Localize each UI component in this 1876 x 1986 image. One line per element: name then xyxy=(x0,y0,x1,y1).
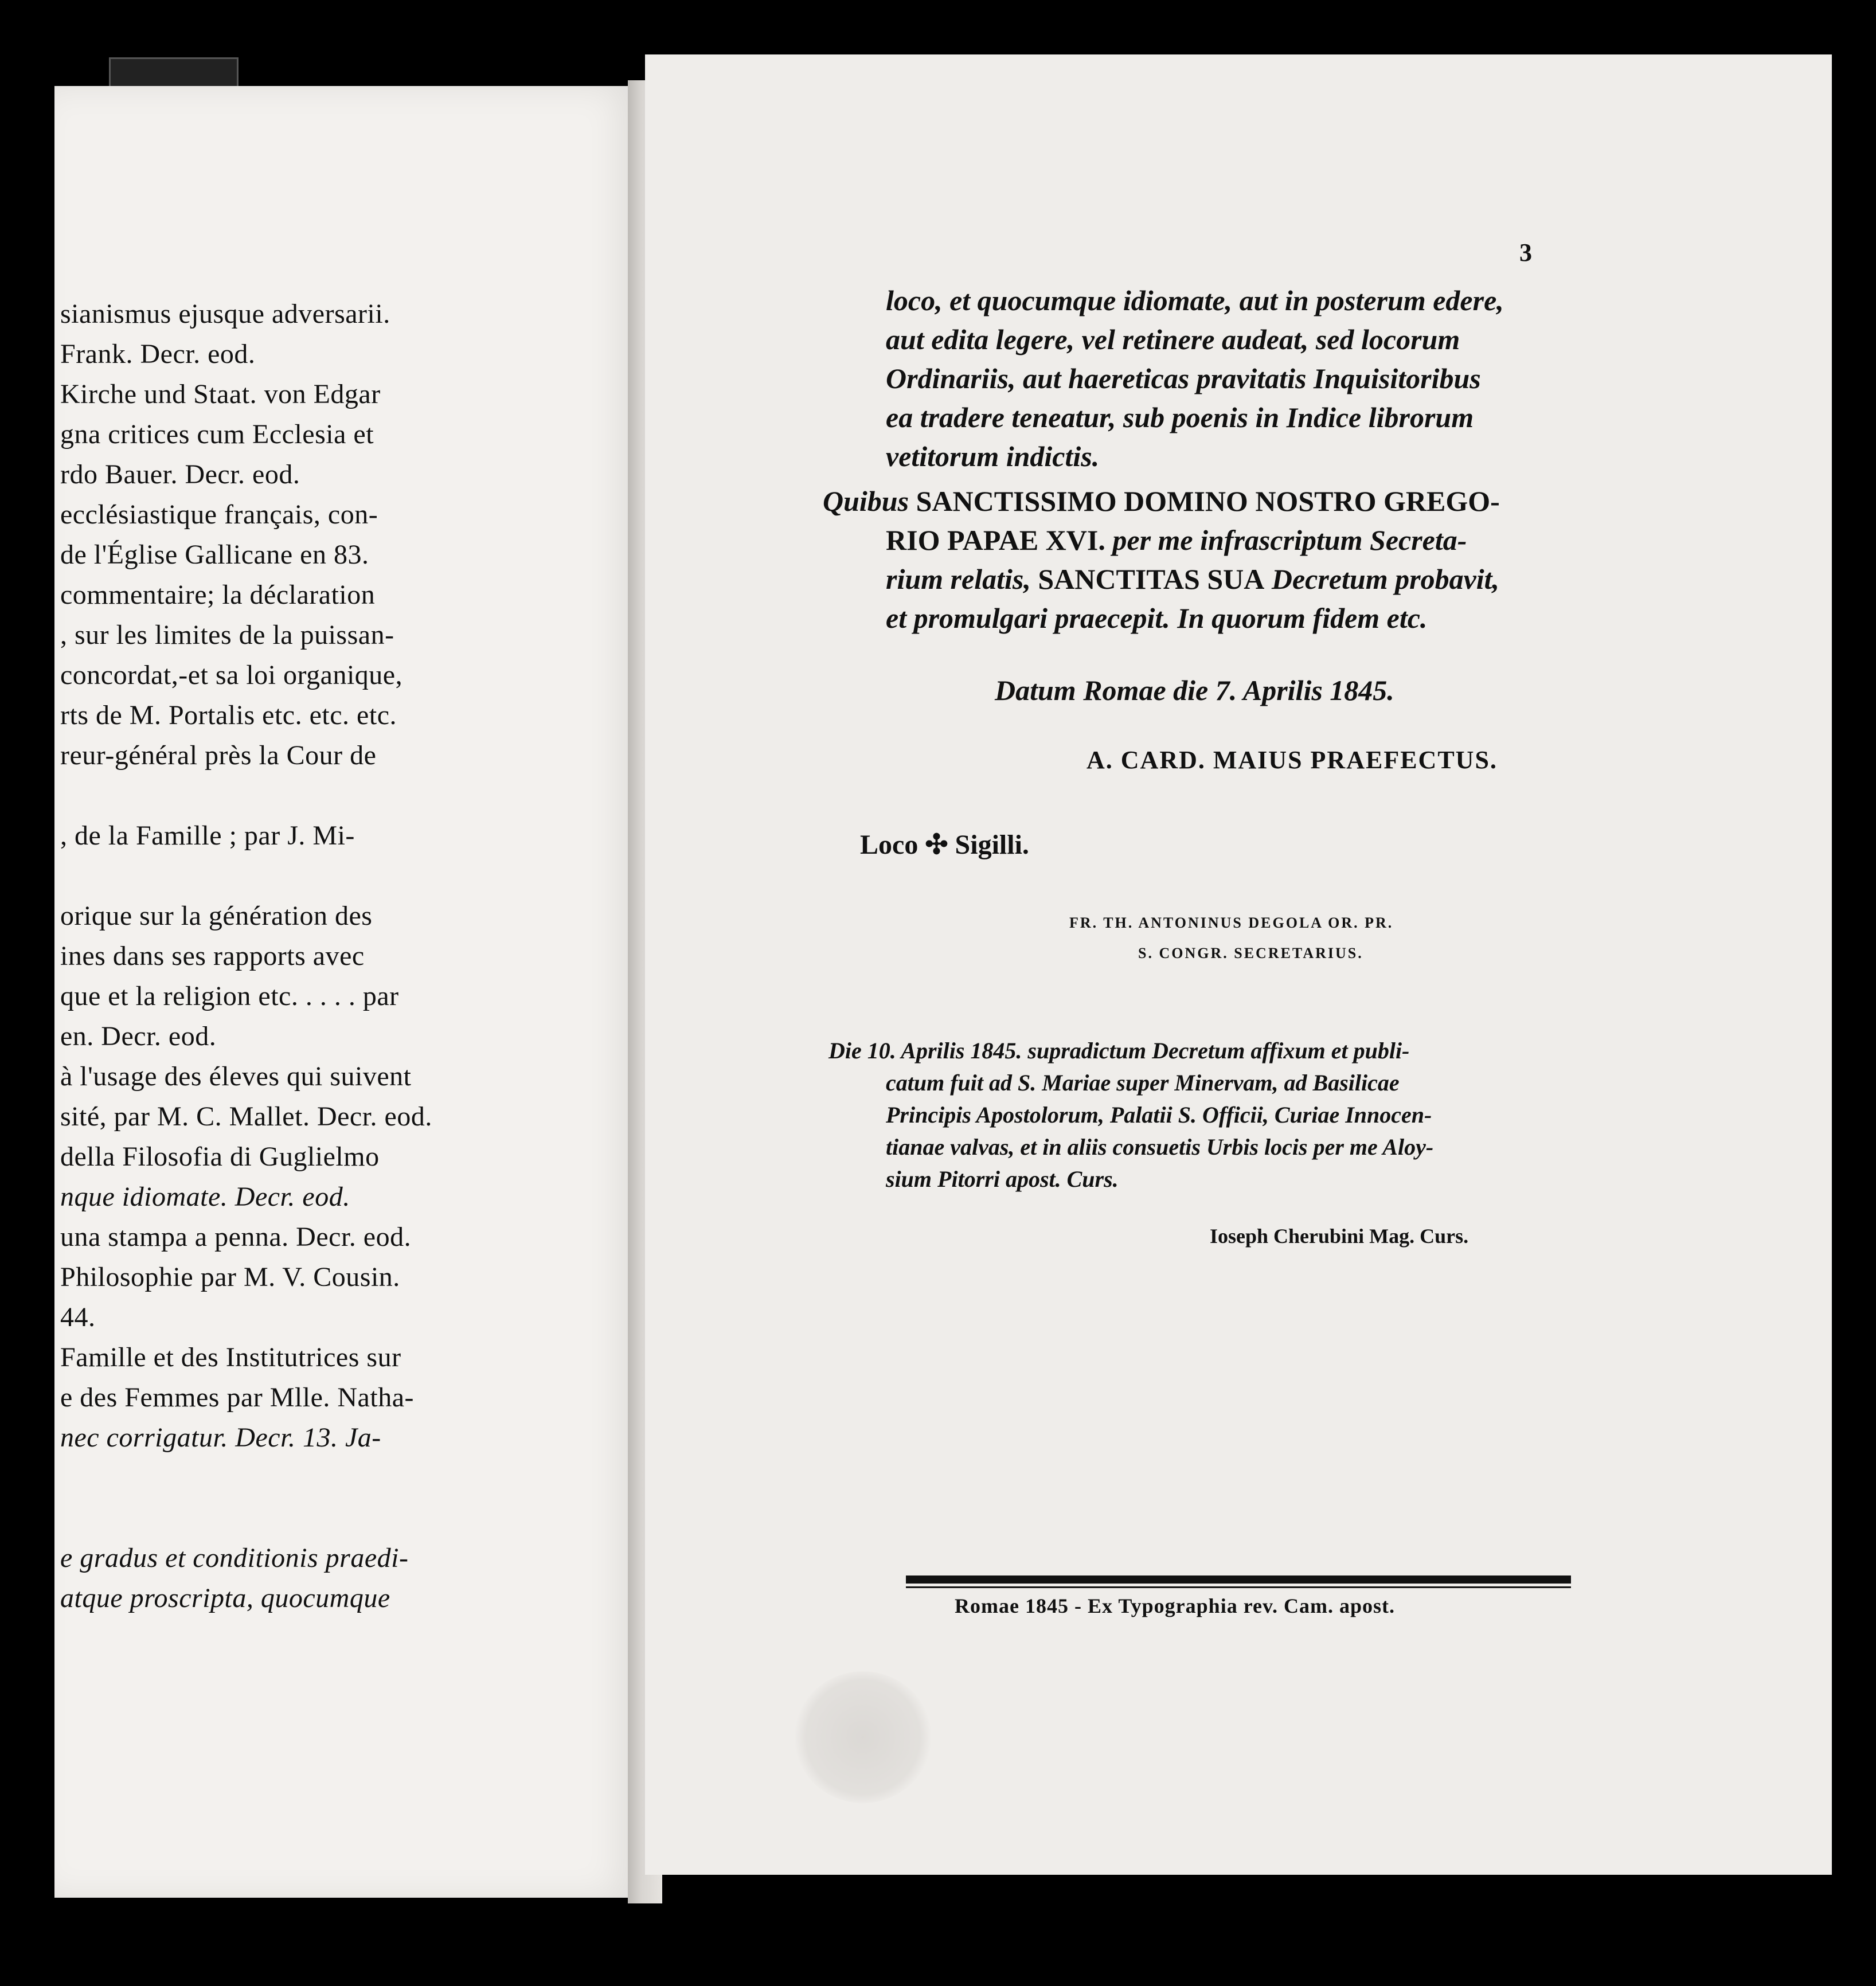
note-line: Principis Apostolorum, Palatii S. Officii, Curiae Innocen- xyxy=(886,1102,1432,1128)
left-page-line: que et la religion etc. . . . . par xyxy=(60,981,399,1011)
paragraph-2-line xyxy=(823,482,1500,521)
left-page-line: nec corrigatur. Decr. 13. Ja- xyxy=(60,1422,381,1453)
paragraph-1-line: loco, et quocumque idiomate, aut in posterum edere, xyxy=(886,284,1504,316)
paragraph-1-line: Ordinariis, aut haereticas pravitatis Inquisitoribus xyxy=(886,362,1481,394)
left-page-line: concordat,-et sa loi organique, xyxy=(60,660,403,690)
seal-place: Loco ✣ Sigilli. xyxy=(860,830,1029,860)
text-roman: SANCTITAS SUA xyxy=(1030,563,1265,595)
left-page-line: ecclésiastique français, con- xyxy=(60,499,378,530)
paragraph-1-line: ea tradere teneatur, sub poenis in Indice librorum xyxy=(886,401,1474,433)
paragraph-2-line xyxy=(823,521,1500,560)
left-page-line: Frank. Decr. eod. xyxy=(60,339,256,369)
imprint-rule xyxy=(906,1575,1571,1584)
left-page-line: Kirche und Staat. von Edgar xyxy=(60,379,381,409)
text-italic: per me infrascriptum Secreta- xyxy=(1105,524,1467,556)
left-page-line: en. Decr. eod. xyxy=(60,1021,217,1051)
left-page-line: sianismus ejusque adversarii. xyxy=(60,299,390,329)
text-italic: rium relatis, xyxy=(886,563,1031,595)
left-page-line: , de la Famille ; par J. Mi- xyxy=(60,820,355,851)
left-page-line: ines dans ses rapports avec xyxy=(60,941,365,971)
left-page-line: Famille et des Institutrices sur xyxy=(60,1342,401,1373)
prefect-signature: A. CARD. MAIUS PRAEFECTUS. xyxy=(1086,746,1498,774)
left-page-line: una stampa a penna. Decr. eod. xyxy=(60,1222,412,1252)
left-page-line: orique sur la génération des xyxy=(60,901,373,931)
left-page-line: commentaire; la déclaration xyxy=(60,580,376,610)
cursor-signature: Ioseph Cherubini Mag. Curs. xyxy=(1210,1225,1469,1248)
datum-text: Datum Romae die 7. Aprilis 1845. xyxy=(995,674,1394,706)
left-page xyxy=(54,86,636,1898)
left-page-line: e gradus et conditionis praedi- xyxy=(60,1543,409,1573)
secretary-name: FR. TH. ANTONINUS DEGOLA OR. PR. xyxy=(1069,914,1394,931)
secretary-title: S. CONGR. SECRETARIUS. xyxy=(1138,945,1363,961)
text-roman: RIO PAPAE XVI. xyxy=(886,524,1105,556)
left-page-line: gna critices cum Ecclesia et xyxy=(60,419,374,449)
left-page-line: rts de M. Portalis etc. etc. etc. xyxy=(60,700,397,730)
note-line: sium Pitorri apost. Curs. xyxy=(886,1166,1119,1192)
library-stamp xyxy=(794,1671,932,1803)
datum-line xyxy=(995,671,1394,710)
page-number: 3 xyxy=(1519,239,1532,267)
left-page-line: della Filosofia di Guglielmo xyxy=(60,1141,380,1172)
note-line: Die 10. Aprilis 1845. supradictum Decretum affixum et publi- xyxy=(828,1038,1410,1064)
paragraph-2-line xyxy=(823,560,1500,599)
paragraph-2 xyxy=(823,482,1500,638)
paragraph-1-line: vetitorum indictis. xyxy=(886,440,1100,472)
text-italic: Decretum probavit, xyxy=(1264,563,1500,595)
text-italic: et promulgari praecepit. In quorum fidem etc. xyxy=(886,602,1428,634)
printer-imprint: Romae 1845 - Ex Typographia rev. Cam. apost. xyxy=(955,1594,1396,1617)
paragraph-2-line xyxy=(823,599,1500,638)
imprint-rule-thin xyxy=(906,1586,1571,1588)
left-page-line: rdo Bauer. Decr. eod. xyxy=(60,459,300,490)
affixion-note xyxy=(828,1035,1433,1195)
left-page-line: reur-général près la Cour de xyxy=(60,740,377,771)
note-line: catum fuit ad S. Mariae super Minervam, ad Basilicae xyxy=(886,1070,1400,1096)
note-line: tianae valvas, et in aliis consuetis Urbis locis per me Aloy- xyxy=(886,1134,1434,1160)
right-page xyxy=(645,54,1832,1875)
paragraph-1-line: aut edita legere, vel retinere audeat, sed locorum xyxy=(886,323,1460,355)
left-page-line: , sur les limites de la puissan- xyxy=(60,620,394,650)
left-page-line: 44. xyxy=(60,1302,96,1332)
left-page-line: de l'Église Gallicane en 83. xyxy=(60,539,369,570)
left-page-line: nque idiomate. Decr. eod. xyxy=(60,1182,350,1212)
text-italic: Quibus xyxy=(823,485,909,517)
left-page-line: Philosophie par M. V. Cousin. xyxy=(60,1262,400,1292)
left-page-line: sité, par M. C. Mallet. Decr. eod. xyxy=(60,1101,432,1132)
left-page-line: à l'usage des éleves qui suivent xyxy=(60,1061,412,1092)
paragraph-1 xyxy=(886,281,1504,476)
left-page-line: e des Femmes par Mlle. Natha- xyxy=(60,1382,414,1413)
text-roman: SANCTISSIMO DOMINO NOSTRO GREGO- xyxy=(909,485,1500,517)
left-page-line: atque proscripta, quocumque xyxy=(60,1583,390,1613)
